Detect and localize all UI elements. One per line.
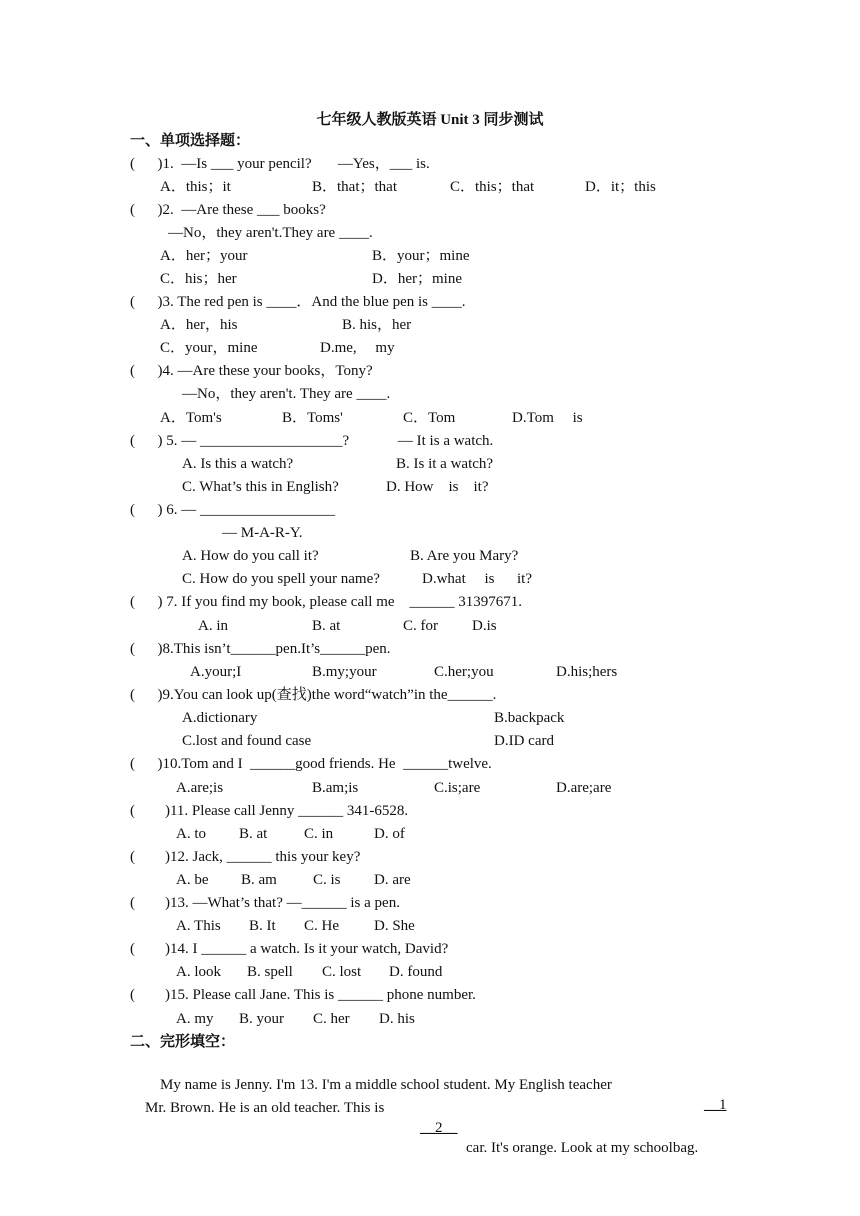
question-11-option-b: B. at [239, 826, 268, 842]
question-5-option-d: D. How is it? [386, 479, 489, 495]
question-4-stem-line2: —No，they aren't. They are ____. [182, 386, 391, 402]
question-12-option-a: A. be [176, 872, 209, 888]
question-1-option-b: B．that；that [312, 179, 397, 195]
question-2-option-b: B．your；mine [372, 248, 470, 264]
question-3-stem: ( )3. The red pen is ____．And the blue pen is ____. [130, 294, 466, 310]
section-heading-choice: 一、单项选择题： [130, 133, 251, 149]
question-3-option-b: B. his，her [342, 317, 412, 333]
question-9-option-c: C.lost and found case [182, 733, 312, 749]
section-heading-cloze: 二、完形填空： [130, 1034, 236, 1050]
cloze-text: Mr. Brown. He is an old teacher. This is [145, 1100, 385, 1116]
question-14-option-b: B. spell [247, 964, 293, 980]
question-13-stem: ( )13. —What’s that? —______ is a pen. [130, 895, 400, 911]
question-13-option-a: A. This [176, 918, 221, 934]
cloze-text: car. It's orange. Look at my schoolbag. [466, 1140, 699, 1156]
question-2-option-a: A．her；your [160, 248, 248, 264]
cloze-text: My name is Jenny. I'm 13. I'm a middle school student. My English teacher [145, 1077, 612, 1093]
question-2-stem: ( )2. —Are these ___ books? [130, 202, 326, 218]
question-4-option-a: A．Tom's [160, 410, 222, 426]
question-10-option-a: A.are;is [176, 780, 224, 796]
cloze-blank-1: __1 [704, 1097, 727, 1113]
question-3-option-a: A．her，his [160, 317, 238, 333]
question-11-option-d: D. of [374, 826, 405, 842]
question-1-option-a: A．this；it [160, 179, 231, 195]
question-1-option-d: D．it；this [585, 179, 656, 195]
question-4-option-d: D.Tom is [512, 410, 583, 426]
question-11-option-a: A. to [176, 826, 206, 842]
question-9-option-a: A.dictionary [182, 710, 258, 726]
question-5-option-b: B. Is it a watch? [396, 456, 494, 472]
question-10-option-b: B.am;is [312, 780, 359, 796]
question-13-option-d: D. She [374, 918, 415, 934]
question-1-stem: ( )1. —Is ___ your pencil? —Yes，___ is. [130, 156, 430, 172]
question-14-option-c: C. lost [322, 964, 362, 980]
question-7-option-c: C. for [403, 618, 438, 634]
question-12-option-b: B. am [241, 872, 277, 888]
question-15-option-a: A. my [176, 1011, 214, 1027]
question-15-option-b: B. your [239, 1011, 284, 1027]
question-15-option-d: D. his [379, 1011, 415, 1027]
question-6-option-b: B. Are you Mary? [410, 548, 519, 564]
question-5-option-c: C. What’s this in English? [182, 479, 339, 495]
question-8-option-d: D.his;hers [556, 664, 618, 680]
question-9-stem: ( )9.You can look up(查找)the word“watch”in the______. [130, 687, 497, 703]
question-14-option-d: D. found [389, 964, 443, 980]
question-6-option-d: D.what is it? [422, 571, 532, 587]
question-2-option-d: D．her；mine [372, 271, 462, 287]
question-7-option-d: D.is [472, 618, 497, 634]
question-12-option-d: D. are [374, 872, 411, 888]
question-10-option-c: C.is;are [434, 780, 481, 796]
question-6-stem-line2: — M-A-R-Y. [222, 525, 303, 541]
question-4-option-b: B．Toms' [282, 410, 343, 426]
question-1-option-c: C．this；that [450, 179, 535, 195]
question-12-stem: ( )12. Jack, ______ this your key? [130, 849, 361, 865]
question-12-option-c: C. is [313, 872, 341, 888]
question-6-stem: ( ) 6. — __________________ [130, 502, 335, 518]
question-4-stem: ( )4. —Are these your books，Tony? [130, 363, 373, 379]
question-15-stem: ( )15. Please call Jane. This is ______ phone number. [130, 987, 476, 1003]
question-5-stem: ( ) 5. — ___________________? — It is a watch. [130, 433, 494, 449]
question-6-option-a: A. How do you call it? [182, 548, 319, 564]
question-4-option-c: C．Tom [403, 410, 456, 426]
question-14-stem: ( )14. I ______ a watch. Is it your watch, David? [130, 941, 449, 957]
question-7-option-b: B. at [312, 618, 341, 634]
question-8-stem: ( )8.This isn’t______pen.It’s______pen. [130, 641, 391, 657]
question-5-option-a: A. Is this a watch? [182, 456, 294, 472]
cloze-blank-2: __2__ [420, 1120, 458, 1136]
question-10-option-d: D.are;are [556, 780, 612, 796]
question-10-stem: ( )10.Tom and I ______good friends. He ______twelve. [130, 756, 492, 772]
question-3-option-d: D.me, my [320, 340, 395, 356]
question-2-option-c: C．his；her [160, 271, 237, 287]
question-9-option-d: D.ID card [494, 733, 554, 749]
question-8-option-c: C.her;you [434, 664, 494, 680]
question-8-option-b: B.my;your [312, 664, 377, 680]
question-8-option-a: A.your;I [190, 664, 242, 680]
question-11-stem: ( )11. Please call Jenny ______ 341-6528. [130, 803, 409, 819]
question-15-option-c: C. her [313, 1011, 350, 1027]
question-9-option-b: B.backpack [494, 710, 565, 726]
question-13-option-b: B. It [249, 918, 276, 934]
question-3-option-c: C．your，mine [160, 340, 258, 356]
question-14-option-a: A. look [176, 964, 221, 980]
page-title: 七年级人教版英语 Unit 3 同步测试 [316, 112, 544, 128]
question-13-option-c: C. He [304, 918, 339, 934]
question-7-stem: ( ) 7. If you find my book, please call me ______ 31397671. [130, 594, 523, 610]
question-11-option-c: C. in [304, 826, 334, 842]
question-7-option-a: A. in [198, 618, 228, 634]
question-2-stem-line2: —No，they aren't.They are ____. [168, 225, 373, 241]
question-6-option-c: C. How do you spell your name? [182, 571, 380, 587]
